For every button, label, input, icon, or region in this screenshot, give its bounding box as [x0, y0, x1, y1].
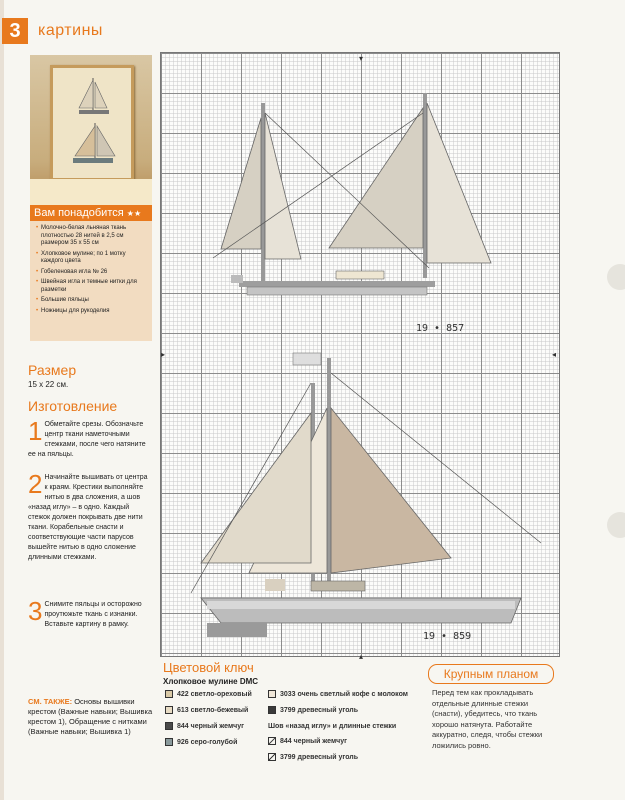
key-row: 844 черный жемчуг — [268, 737, 347, 746]
closeup-title: Крупным планом — [428, 664, 554, 684]
size-value: 15 х 22 см. — [28, 380, 69, 389]
step-text: Снимите пяльцы и осторожно проутюжьте ткань с изнанки. Вставьте картину в рамку. — [44, 601, 142, 628]
list-item: • Большие пяльцы — [36, 297, 149, 305]
making-heading: Изготовление — [28, 398, 118, 414]
folded-towel — [30, 179, 152, 205]
framed-picture-photo — [30, 55, 152, 205]
see-also-label: СМ. ТАКЖЕ: — [28, 697, 73, 706]
key-row: 613 светло-бежевый — [165, 706, 248, 715]
step-number: 3 — [28, 596, 43, 626]
key-row: 926 серо-голубой — [165, 738, 237, 747]
section-title: картины — [38, 22, 103, 39]
swatch-icon — [165, 738, 173, 746]
list-item: • Хлопковое мулине; по 1 мотку каждого цвета — [36, 251, 149, 266]
see-also-note — [28, 697, 160, 737]
you-need-header — [30, 205, 152, 221]
lower-ship-pattern — [191, 353, 541, 637]
center-arrow-top-icon: ▾ — [359, 54, 364, 63]
closeup-text: Перед тем как прокладывать отдельные длинные стежки (снасти), убедитесь, что ткань хорошо натянута. Работайте аккуратно, следя, чтобы стежки ложились ровно. — [432, 688, 543, 750]
ships-pattern — [161, 53, 561, 658]
chart-date-upper: 19 • 857 — [416, 323, 465, 334]
page-number: 3 — [2, 18, 28, 44]
center-arrow-right-icon: ◂ — [552, 350, 557, 359]
binding-edge — [0, 0, 4, 800]
binder-hole — [607, 264, 625, 290]
you-need-title: Вам понадобится — [34, 207, 124, 219]
center-arrow-bottom-icon: ▴ — [359, 652, 364, 661]
step-number: 2 — [28, 469, 43, 499]
key-row: 3799 древесный уголь — [268, 706, 358, 715]
key-row: 844 черный жемчуг — [165, 722, 244, 731]
picture-frame — [50, 65, 134, 181]
diagonal-stitch-icon — [268, 737, 276, 745]
swatch-icon — [268, 706, 276, 714]
step-1 — [28, 416, 150, 460]
step-2 — [28, 469, 150, 563]
swatch-icon — [165, 722, 173, 730]
backstitch-title: Шов «назад иглу» и длинные стежки — [268, 723, 397, 730]
swatch-icon — [165, 706, 173, 714]
key-row: 422 светло-ореховый — [165, 690, 252, 699]
diagonal-stitch-icon — [268, 753, 276, 761]
see-also-text: Основы вышивки крестом (Важные навыки; Вышивка крестом 1), Обращение с нитками (Важные навыки; Вышивка 1) — [28, 697, 153, 736]
list-item: • Ножницы для рукоделия — [36, 308, 149, 316]
framed-ships-illustration — [53, 68, 131, 178]
step-number: 1 — [28, 416, 43, 446]
color-key-subtitle: Хлопковое мулине DMC — [163, 677, 259, 686]
stars-icon: ★★ — [126, 209, 142, 218]
step-text: Начинайте вышивать от центра к краям. Крестики выполняйте нитью в два сложения, а шов «назад иглу» – в одно. Каждый стежок должен покрывать две нити ткани. Корабельные снасти и соответствующие части парусов вышейте нитью в одно сложение длинными стежками. — [28, 474, 148, 561]
step-text: Обметайте срезы. Обозначьте центр ткани наметочными стежками, после чего натяните ее на пяльцы. — [28, 421, 146, 458]
swatch-icon — [165, 690, 173, 698]
list-item: • Гобеленовая игла № 26 — [36, 269, 149, 277]
step-3 — [28, 596, 150, 630]
list-item: • Швейная игла и темные нитки для разметки — [36, 279, 149, 294]
binder-hole — [607, 512, 625, 538]
list-item: • Молочно-белая льняная ткань плотностью 28 нитей в 2,5 см размером 35 х 55 см — [36, 225, 149, 248]
color-key-title: Цветовой ключ — [163, 660, 254, 675]
upper-ship-pattern — [213, 93, 491, 295]
swatch-icon — [268, 690, 276, 698]
key-row: 3033 очень светлый кофе с молоком — [268, 690, 408, 699]
center-arrow-left-icon: ▸ — [161, 350, 166, 359]
key-row: 3799 древесный уголь — [268, 753, 358, 762]
you-need-list — [30, 221, 152, 341]
chart-date-lower: 19 • 859 — [423, 631, 472, 642]
size-heading: Размер — [28, 362, 77, 378]
cross-stitch-chart — [160, 52, 560, 657]
